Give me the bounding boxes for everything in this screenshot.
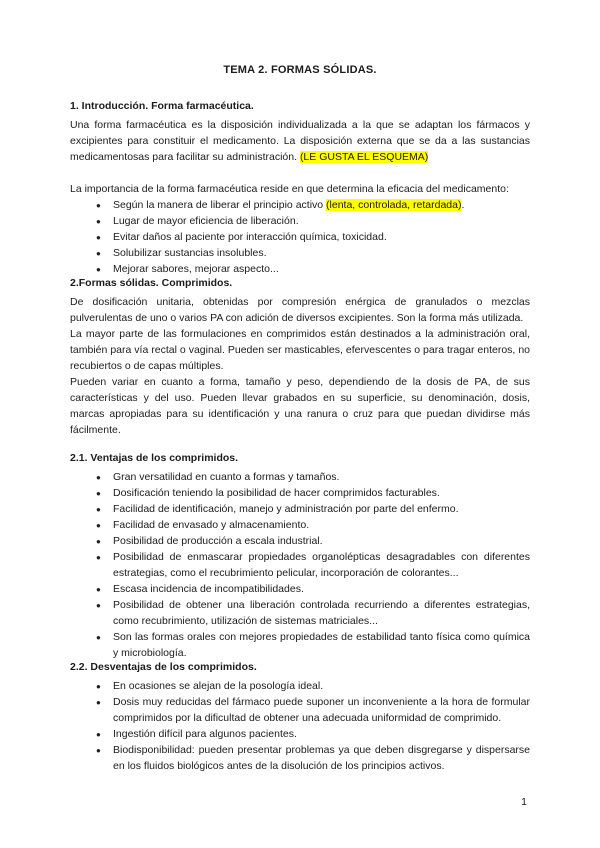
section-intro-heading: 1. Introducción. Forma farmacéutica. <box>70 100 254 112</box>
solidas-paragraph-3: Pueden variar en cuanto a forma, tamaño y peso, dependiendo de la dosis de PA, de sus características y del uso. Pueden llevar grabados en su superficie, su denominación, dosis, marcas apropiadas para su identificación y una ranura o cruz para que puedan dividirse más fácilmente. <box>70 376 530 436</box>
bullet-item: ● Biodisponibilidad: pueden presentar problemas ya que deben disgregarse y dispersarse en los fluidos biológicos antes de la disolución de los principios activos. <box>96 742 530 774</box>
bullet-item: ● Facilidad de identificación, manejo y administración por parte del enfermo. <box>96 501 530 517</box>
solidas-paragraph-2: La mayor parte de las formulaciones en comprimidos están destinados a la administración oral, también para vía rectal o vaginal. Pueden ser masticables, efervescentes o para tragar enteros, no recubiertos o de capas múltiples. <box>70 328 530 372</box>
bullet-item: ● Solubilizar sustancias insolubles. <box>96 245 530 261</box>
bullet-item: ● Gran versatilidad en cuanto a formas y tamaños. <box>96 469 530 485</box>
bullet-item: ● Son las formas orales con mejores propiedades de estabilidad tanto física como química y microbiología. <box>96 629 530 661</box>
bullet-text-end: . <box>461 199 465 211</box>
intro-paragraph-1-text: Una forma farmacéutica es la disposición individualizada a la que se adaptan los fármacos y excipientes para constituir el medicamento. La disposición externa que se da a las sustancias medicamentosas para facilitar su administración. <box>70 119 530 163</box>
bullet-item <box>96 197 530 213</box>
bullet-item: ● Evitar daños al paciente por interacción química, toxicidad. <box>96 229 530 245</box>
bullet-item: ● Mejorar sabores, mejorar aspecto... <box>96 261 530 277</box>
intro-paragraph-2: La importancia de la forma farmacéutica reside en que determina la eficacia del medicamento: <box>70 183 509 195</box>
bullet-item: ● Posibilidad de producción a escala industrial. <box>96 533 530 549</box>
highlight-lenta-controlada-retardada: (lenta, controlada, retardada) <box>326 199 462 211</box>
bullet-item: ● Lugar de mayor eficiencia de liberación. <box>96 213 530 229</box>
ventajas-bullet-list <box>70 469 530 661</box>
page-number: 1 <box>521 796 527 808</box>
bullet-item: ● Posibilidad de obtener una liberación controlada recurriendo a diferentes estrategias, como recubrimiento, utilización de sistemas matriciales... <box>96 597 530 629</box>
section-desventajas-heading: 2.2. Desventajas de los comprimidos. <box>70 661 257 673</box>
bullet-text: Según la manera de liberar el principio activo <box>113 199 327 211</box>
bullet-item: ● Escasa incidencia de incompatibilidades. <box>96 581 530 597</box>
bullet-item: ● Ingestión difícil para algunos pacientes. <box>96 726 530 742</box>
intro-paragraph-1 <box>70 117 530 165</box>
document-title: TEMA 2. FORMAS SÓLIDAS. <box>223 64 377 76</box>
highlight-le-gusta-el-esquema: (LE GUSTA EL ESQUEMA) <box>299 151 429 163</box>
bullet-item: ● Facilidad de envasado y almacenamiento. <box>96 517 530 533</box>
bullet-item: ● En ocasiones se alejan de la posología ideal. <box>96 678 530 694</box>
bullet-item: ● Posibilidad de enmascarar propiedades organolépticas desagradables con diferentes estrategias, como el recubrimiento pelicular, incorporación de colorantes... <box>96 549 530 581</box>
bullet-item: ● Dosificación teniendo la posibilidad de hacer comprimidos facturables. <box>96 485 530 501</box>
solidas-paragraph-1: De dosificación unitaria, obtenidas por compresión enérgica de granulados o mezclas pulverulentas de uno o varios PA con adición de diversos excipientes. Son la forma más utilizada. <box>70 296 530 324</box>
section-ventajas-heading: 2.1. Ventajas de los comprimidos. <box>70 452 239 464</box>
desventajas-bullet-list <box>70 678 530 774</box>
bullet-item: ● Dosis muy reducidas del fármaco puede suponer un inconveniente a la hora de formular comprimidos por la dificultad de obtener una adecuada uniformidad de comprimido. <box>96 694 530 726</box>
intro-bullet-list <box>70 197 530 277</box>
section-solidas-heading: 2.Formas sólidas. Comprimidos. <box>70 277 233 289</box>
